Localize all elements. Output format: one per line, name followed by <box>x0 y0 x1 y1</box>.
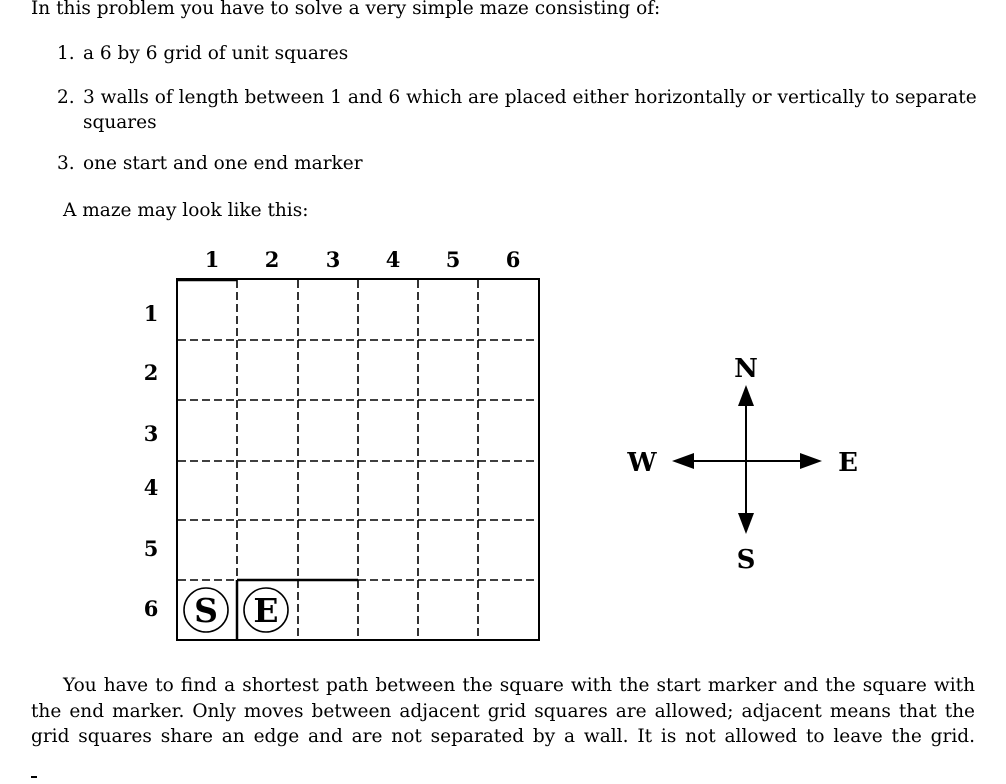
compass-west-label: W <box>627 448 657 478</box>
grid-dashed-lines <box>178 280 538 639</box>
list-text: 3 walls of length between 1 and 6 which are placed either horizontally or vertically to separate <box>83 87 977 108</box>
maze-intro-text: A maze may look like this: <box>63 200 309 221</box>
col-label: 2 <box>264 247 280 272</box>
list-text-continuation: squares <box>83 112 157 133</box>
col-label: 6 <box>505 247 521 272</box>
end-marker-label: E <box>253 591 279 630</box>
row-label: 3 <box>143 421 159 446</box>
start-marker <box>184 588 228 632</box>
start-marker-label: S <box>194 591 218 630</box>
list-number: 2. <box>57 87 75 108</box>
col-label: 3 <box>325 247 341 272</box>
east-arrow-icon <box>800 453 822 469</box>
col-label: 1 <box>204 247 220 272</box>
compass-south-label: S <box>736 545 756 575</box>
north-arrow-icon <box>738 385 754 406</box>
row-label: 6 <box>143 596 159 621</box>
description-paragraph: You have to find a shortest path between the square with the start marker and the square with the end marker. Only moves between adjacent grid squares are allowed; adjacent means that the grid squares share an edge and are not separated by a wall. It is not allowed to leave the grid. <box>31 675 975 747</box>
compass-north-label: N <box>734 354 758 384</box>
row-label: 1 <box>143 301 159 326</box>
next-section-fragment <box>31 776 37 782</box>
end-marker <box>244 588 288 632</box>
row-label: 2 <box>143 360 159 385</box>
col-label: 5 <box>445 247 461 272</box>
list-text: a 6 by 6 grid of unit squares <box>83 43 349 64</box>
list-number: 1. <box>57 43 75 64</box>
compass-east-label: E <box>838 448 858 478</box>
col-label: 4 <box>385 247 401 272</box>
row-label: 5 <box>143 536 159 561</box>
intro-text: In this problem you have to solve a very simple maze consisting of: <box>31 0 661 19</box>
south-arrow-icon <box>738 513 754 534</box>
compass <box>626 354 858 575</box>
west-arrow-icon <box>672 453 694 469</box>
row-label: 4 <box>143 475 159 500</box>
list-number: 3. <box>57 153 75 174</box>
list-text: one start and one end marker <box>83 153 363 174</box>
